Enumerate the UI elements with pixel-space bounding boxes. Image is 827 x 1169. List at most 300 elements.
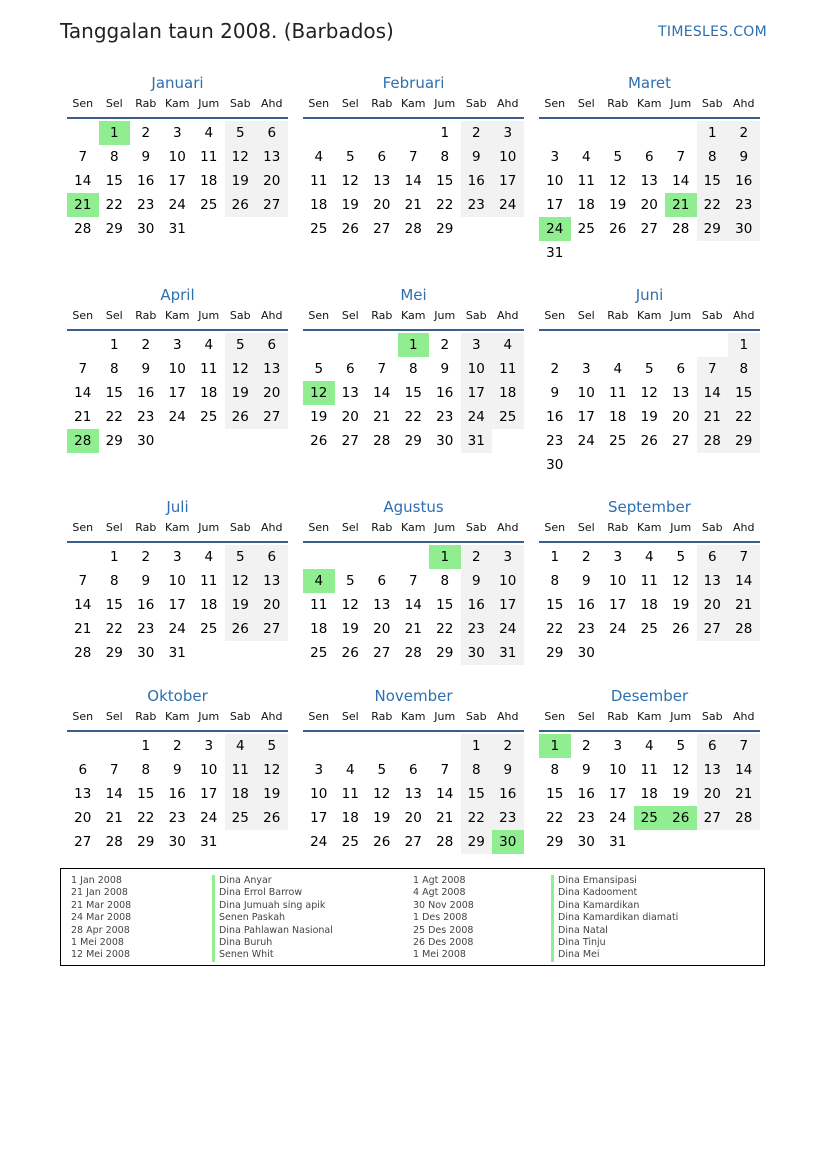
weekday-label: Ahd <box>733 309 755 322</box>
day-cell: 8 <box>461 758 493 782</box>
day-cell: 12 <box>672 573 690 589</box>
weekday-label: Kam <box>165 309 190 322</box>
weekday-label: Rab <box>371 309 393 322</box>
day-cell: 18 <box>640 786 658 802</box>
weekday-label: Sen <box>544 97 566 110</box>
empty-cell <box>665 121 697 145</box>
day-cell: 29 <box>404 433 422 449</box>
day-grid <box>67 545 288 665</box>
day-cell: 9 <box>728 145 760 169</box>
day-cell: 17 <box>461 381 493 405</box>
weekday-label: Sen <box>308 521 330 534</box>
empty-cell <box>398 545 430 569</box>
day-cell: 26 <box>609 221 627 237</box>
day-cell: 8 <box>109 361 119 377</box>
day-cell: 16 <box>137 597 155 613</box>
weekday-label: Ahd <box>261 710 283 723</box>
day-cell: 1 <box>550 549 560 565</box>
day-cell: 19 <box>225 381 257 405</box>
day-cell: 19 <box>609 197 627 213</box>
day-cell: 17 <box>609 597 627 613</box>
day-cell: 16 <box>137 173 155 189</box>
legend-date: 1 Agt 2008 <box>413 875 466 886</box>
day-cell: 2 <box>728 121 760 145</box>
weekday-label: Sab <box>701 521 723 534</box>
weekday-label: Sab <box>465 521 487 534</box>
day-cell: 6 <box>256 333 288 357</box>
day-cell: 8 <box>697 145 729 169</box>
weekday-label: Ahd <box>733 521 755 534</box>
day-cell: 1 <box>109 549 119 565</box>
day-cell: 22 <box>728 405 760 429</box>
day-cell: 8 <box>109 149 119 165</box>
day-cell: 6 <box>256 121 288 145</box>
day-cell: 17 <box>310 810 328 826</box>
day-cell: 14 <box>728 569 760 593</box>
day-cell: 12 <box>225 357 257 381</box>
empty-cell <box>398 121 430 145</box>
month-name: Maret <box>627 74 672 92</box>
day-cell: 25 <box>341 834 359 850</box>
day-cell: 12 <box>609 173 627 189</box>
weekday-label: Sen <box>72 309 94 322</box>
day-cell: 14 <box>697 381 729 405</box>
day-cell: 2 <box>141 549 151 565</box>
day-grid <box>67 121 288 241</box>
weekday-label: Sel <box>105 97 123 110</box>
day-cell: 25 <box>200 409 218 425</box>
day-cell: 14 <box>728 758 760 782</box>
empty-cell <box>602 121 634 145</box>
day-cell: 17 <box>577 409 595 425</box>
day-cell: 20 <box>373 621 391 637</box>
legend-holiday-name: Dina Anyar <box>212 875 333 887</box>
day-cell: 27 <box>74 834 92 850</box>
weekday-header <box>303 307 524 331</box>
empty-cell <box>303 734 335 758</box>
day-cell: 20 <box>341 409 359 425</box>
day-cell: 26 <box>640 433 658 449</box>
day-cell: 8 <box>109 573 119 589</box>
day-cell: 4 <box>492 333 524 357</box>
day-cell: 22 <box>697 193 729 217</box>
day-cell: 30 <box>137 221 155 237</box>
day-cell: 27 <box>256 193 288 217</box>
day-cell: 25 <box>492 405 524 429</box>
day-cell: 3 <box>461 333 493 357</box>
day-cell: 18 <box>225 782 257 806</box>
day-cell: 3 <box>172 337 182 353</box>
day-cell: 31 <box>168 221 186 237</box>
day-cell: 17 <box>200 786 218 802</box>
day-cell: 29 <box>728 429 760 453</box>
holiday-day-cell: 21 <box>665 193 697 217</box>
day-cell: 24 <box>168 621 186 637</box>
day-cell: 9 <box>492 758 524 782</box>
day-cell: 2 <box>581 738 591 754</box>
weekday-header <box>539 519 760 543</box>
day-cell: 6 <box>676 361 686 377</box>
empty-cell <box>303 333 335 357</box>
weekday-label: Jum <box>670 309 692 322</box>
day-cell: 29 <box>137 834 155 850</box>
empty-cell <box>665 333 697 357</box>
day-cell: 28 <box>404 645 422 661</box>
day-cell: 9 <box>172 762 182 778</box>
day-cell: 31 <box>546 245 564 261</box>
day-cell: 14 <box>436 786 454 802</box>
day-cell: 19 <box>341 197 359 213</box>
day-cell: 28 <box>728 617 760 641</box>
weekday-label: Sen <box>308 710 330 723</box>
holiday-day-cell: 1 <box>429 545 461 569</box>
month-oktober <box>67 686 288 854</box>
month-september <box>539 497 760 665</box>
day-cell: 11 <box>640 762 658 778</box>
day-cell: 20 <box>697 593 729 617</box>
day-cell: 20 <box>697 782 729 806</box>
month-name: Januari <box>151 74 204 92</box>
day-cell: 15 <box>546 597 564 613</box>
weekday-label: Kam <box>637 710 662 723</box>
day-cell: 26 <box>225 617 257 641</box>
weekday-label: Sab <box>229 710 251 723</box>
day-cell: 25 <box>577 221 595 237</box>
day-cell: 7 <box>440 762 450 778</box>
day-cell: 17 <box>168 597 186 613</box>
day-cell: 7 <box>78 573 88 589</box>
day-cell: 4 <box>644 549 654 565</box>
day-cell: 11 <box>640 573 658 589</box>
legend-left-names <box>212 875 333 962</box>
month-name: Agustus <box>383 498 444 516</box>
day-cell: 15 <box>436 173 454 189</box>
weekday-label: Kam <box>637 521 662 534</box>
day-cell: 9 <box>141 149 151 165</box>
day-cell: 12 <box>373 786 391 802</box>
day-cell: 13 <box>672 385 690 401</box>
empty-cell <box>99 734 131 758</box>
day-cell: 24 <box>200 810 218 826</box>
day-cell: 16 <box>137 385 155 401</box>
weekday-label: Jum <box>434 309 456 322</box>
day-cell: 29 <box>697 217 729 241</box>
day-cell: 22 <box>546 810 564 826</box>
day-cell: 12 <box>341 173 359 189</box>
weekday-label: Rab <box>607 309 629 322</box>
day-cell: 13 <box>256 357 288 381</box>
day-cell: 25 <box>200 621 218 637</box>
weekday-label: Sab <box>701 710 723 723</box>
legend-right-names <box>551 875 678 962</box>
day-cell: 26 <box>341 645 359 661</box>
day-cell: 18 <box>200 597 218 613</box>
holiday-legend <box>60 868 765 966</box>
day-cell: 12 <box>341 597 359 613</box>
day-cell: 15 <box>137 786 155 802</box>
day-cell: 19 <box>341 621 359 637</box>
day-cell: 20 <box>256 381 288 405</box>
day-cell: 26 <box>310 433 328 449</box>
day-cell: 22 <box>436 197 454 213</box>
day-cell: 6 <box>377 573 387 589</box>
day-grid <box>303 333 524 453</box>
day-cell: 12 <box>256 758 288 782</box>
legend-date: 1 Mei 2008 <box>71 936 124 948</box>
day-cell: 17 <box>546 197 564 213</box>
day-cell: 9 <box>141 361 151 377</box>
day-cell: 2 <box>141 337 151 353</box>
day-cell: 17 <box>492 593 524 617</box>
empty-cell <box>67 121 99 145</box>
weekday-label: Kam <box>165 710 190 723</box>
day-cell: 31 <box>168 645 186 661</box>
weekday-label: Ahd <box>497 97 519 110</box>
day-cell: 5 <box>314 361 324 377</box>
day-cell: 5 <box>676 738 686 754</box>
day-cell: 8 <box>550 762 560 778</box>
day-cell: 18 <box>341 810 359 826</box>
legend-date: 26 Des 2008 <box>413 936 474 948</box>
day-cell: 21 <box>404 197 422 213</box>
day-cell: 13 <box>404 786 422 802</box>
day-cell: 14 <box>672 173 690 189</box>
day-cell: 31 <box>200 834 218 850</box>
day-cell: 15 <box>461 782 493 806</box>
day-cell: 13 <box>373 597 391 613</box>
day-cell: 23 <box>436 409 454 425</box>
day-cell: 11 <box>225 758 257 782</box>
day-cell: 8 <box>550 573 560 589</box>
legend-date: 24 Mar 2008 <box>71 912 132 924</box>
weekday-label: Sel <box>577 97 595 110</box>
day-cell: 7 <box>109 762 119 778</box>
day-cell: 21 <box>697 405 729 429</box>
day-cell: 2 <box>440 337 450 353</box>
brand-link[interactable]: TIMESLES.COM <box>658 24 767 40</box>
page-title: Tanggalan taun 2008. (Barbados) <box>60 19 394 43</box>
day-cell: 8 <box>440 573 450 589</box>
day-cell: 9 <box>141 573 151 589</box>
empty-cell <box>335 121 367 145</box>
day-cell: 15 <box>697 169 729 193</box>
day-cell: 24 <box>577 433 595 449</box>
day-cell: 6 <box>697 734 729 758</box>
day-cell: 12 <box>225 145 257 169</box>
day-cell: 1 <box>728 333 760 357</box>
month-februari <box>303 73 524 241</box>
day-cell: 25 <box>310 221 328 237</box>
day-cell: 16 <box>728 169 760 193</box>
day-cell: 24 <box>168 197 186 213</box>
legend-holiday-name: Senen Whit <box>212 949 333 961</box>
day-cell: 28 <box>373 433 391 449</box>
day-grid <box>303 545 524 665</box>
day-cell: 3 <box>204 738 214 754</box>
empty-cell <box>335 545 367 569</box>
holiday-day-cell: 12 <box>303 381 335 405</box>
day-cell: 28 <box>74 221 92 237</box>
day-cell: 7 <box>408 573 418 589</box>
day-cell: 12 <box>225 569 257 593</box>
day-cell: 24 <box>310 834 328 850</box>
empty-cell <box>539 121 571 145</box>
day-cell: 9 <box>581 573 591 589</box>
weekday-label: Jum <box>434 521 456 534</box>
day-cell: 7 <box>78 361 88 377</box>
weekday-label: Ahd <box>497 710 519 723</box>
legend-date: 1 Des 2008 <box>413 912 468 924</box>
day-cell: 3 <box>613 549 623 565</box>
weekday-label: Kam <box>637 97 662 110</box>
day-cell: 23 <box>577 621 595 637</box>
day-cell: 26 <box>225 193 257 217</box>
day-cell: 29 <box>105 433 123 449</box>
day-cell: 19 <box>672 597 690 613</box>
day-grid <box>539 121 760 265</box>
weekday-label: Jum <box>198 309 220 322</box>
day-cell: 24 <box>492 193 524 217</box>
legend-date: 21 Jan 2008 <box>71 887 128 899</box>
day-cell: 18 <box>310 621 328 637</box>
day-cell: 16 <box>577 597 595 613</box>
day-cell: 10 <box>461 357 493 381</box>
day-cell: 30 <box>461 641 493 665</box>
day-cell: 7 <box>728 734 760 758</box>
weekday-header <box>67 708 288 732</box>
day-cell: 4 <box>204 549 214 565</box>
empty-cell <box>303 545 335 569</box>
day-cell: 25 <box>640 621 658 637</box>
day-cell: 14 <box>373 385 391 401</box>
legend-holiday-name: Dina Errol Barrow <box>212 887 333 899</box>
day-cell: 30 <box>728 217 760 241</box>
day-cell: 4 <box>204 337 214 353</box>
weekday-label: Jum <box>670 97 692 110</box>
day-cell: 26 <box>672 621 690 637</box>
day-cell: 5 <box>644 361 654 377</box>
weekday-label: Sel <box>105 710 123 723</box>
holiday-day-cell: 1 <box>99 121 131 145</box>
day-cell: 5 <box>345 149 355 165</box>
day-cell: 10 <box>200 762 218 778</box>
weekday-label: Rab <box>135 309 157 322</box>
weekday-label: Jum <box>434 710 456 723</box>
day-cell: 21 <box>74 621 92 637</box>
day-cell: 15 <box>436 597 454 613</box>
day-cell: 2 <box>581 549 591 565</box>
day-cell: 4 <box>581 149 591 165</box>
day-cell: 3 <box>550 149 560 165</box>
day-cell: 29 <box>436 645 454 661</box>
month-november <box>303 686 524 854</box>
day-cell: 18 <box>609 409 627 425</box>
weekday-label: Jum <box>198 97 220 110</box>
day-cell: 3 <box>492 121 524 145</box>
day-cell: 7 <box>408 149 418 165</box>
day-cell: 17 <box>168 173 186 189</box>
day-cell: 6 <box>345 361 355 377</box>
day-cell: 7 <box>377 361 387 377</box>
empty-cell <box>67 545 99 569</box>
day-cell: 9 <box>461 569 493 593</box>
day-cell: 13 <box>256 145 288 169</box>
day-cell: 6 <box>256 545 288 569</box>
legend-date: 1 Mei 2008 <box>413 949 466 961</box>
legend-left-dates <box>71 875 131 962</box>
day-cell: 30 <box>577 834 595 850</box>
day-cell: 20 <box>74 810 92 826</box>
day-cell: 27 <box>373 221 391 237</box>
weekday-header <box>303 519 524 543</box>
empty-cell <box>602 333 634 357</box>
day-cell: 9 <box>461 145 493 169</box>
weekday-label: Sab <box>229 309 251 322</box>
legend-date: 12 Mei 2008 <box>71 949 130 961</box>
legend-date: 25 Des 2008 <box>413 924 474 936</box>
legend-holiday-name: Senen Paskah <box>212 912 333 924</box>
day-cell: 16 <box>461 169 493 193</box>
weekday-label: Rab <box>135 710 157 723</box>
day-cell: 5 <box>613 149 623 165</box>
month-name: Oktober <box>147 687 208 705</box>
legend-holiday-name: Dina Natal <box>551 925 678 937</box>
weekday-label: Sel <box>105 309 123 322</box>
holiday-day-cell: 1 <box>398 333 430 357</box>
day-cell: 14 <box>74 597 92 613</box>
day-cell: 14 <box>105 786 123 802</box>
day-cell: 31 <box>461 429 493 453</box>
day-cell: 30 <box>168 834 186 850</box>
day-cell: 11 <box>310 597 328 613</box>
day-cell: 3 <box>581 361 591 377</box>
day-cell: 19 <box>225 593 257 617</box>
day-cell: 19 <box>373 810 391 826</box>
day-cell: 14 <box>404 173 422 189</box>
day-cell: 13 <box>341 385 359 401</box>
day-cell: 18 <box>310 197 328 213</box>
empty-cell <box>398 734 430 758</box>
weekday-label: Sel <box>341 521 359 534</box>
day-cell: 24 <box>168 409 186 425</box>
legend-date: 30 Nov 2008 <box>413 899 474 911</box>
day-cell: 16 <box>436 385 454 401</box>
day-cell: 1 <box>697 121 729 145</box>
legend-holiday-name: Dina Tinju <box>551 937 678 949</box>
day-cell: 1 <box>461 734 493 758</box>
day-cell: 20 <box>256 593 288 617</box>
empty-cell <box>429 734 461 758</box>
day-cell: 13 <box>256 569 288 593</box>
month-januari <box>67 73 288 241</box>
weekday-header <box>539 307 760 331</box>
legend-right-dates <box>413 875 474 962</box>
month-name: April <box>160 286 195 304</box>
weekday-label: Sen <box>308 309 330 322</box>
day-cell: 3 <box>492 545 524 569</box>
day-cell: 6 <box>408 762 418 778</box>
day-cell: 16 <box>546 409 564 425</box>
weekday-label: Jum <box>198 521 220 534</box>
month-maret <box>539 73 760 265</box>
day-cell: 19 <box>310 409 328 425</box>
day-cell: 14 <box>404 597 422 613</box>
weekday-label: Sen <box>72 97 94 110</box>
empty-cell <box>67 734 99 758</box>
day-cell: 11 <box>200 149 218 165</box>
day-cell: 27 <box>373 645 391 661</box>
weekday-label: Sen <box>72 710 94 723</box>
